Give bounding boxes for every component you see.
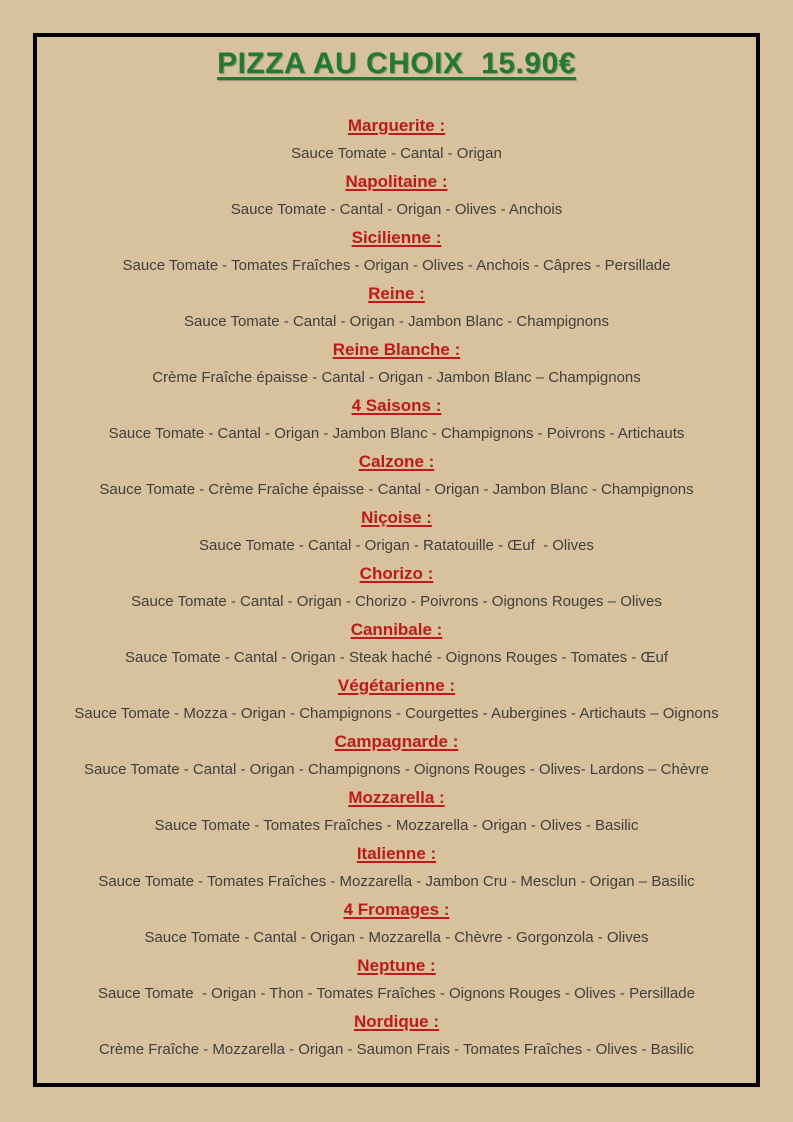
item-name: Mozzarella : — [348, 788, 445, 807]
menu-item — [37, 224, 756, 280]
menu-item — [37, 280, 756, 336]
item-name: Napolitaine : — [345, 172, 448, 191]
item-ingredients: Sauce Tomate - Cantal - Origan - Olives - Anchois — [230, 201, 563, 218]
menu-item-list — [37, 112, 756, 1064]
item-ingredients: Sauce Tomate - Cantal - Origan - Chorizo - Poivrons - Oignons Rouges – Olives — [131, 593, 662, 610]
item-ingredients: Sauce Tomate - Cantal - Origan - Steak haché - Oignons Rouges - Tomates - Œuf — [124, 649, 669, 666]
item-ingredients: Sauce Tomate - Tomates Fraîches - Mozzarella - Origan - Olives - Basilic — [154, 817, 639, 834]
item-ingredients: Sauce Tomate - Tomates Fraîches - Mozzarella - Jambon Cru - Mesclun - Origan – Basilic — [98, 873, 695, 890]
item-name: Marguerite : — [347, 116, 446, 135]
item-ingredients: Sauce Tomate - Tomates Fraîches - Origan - Olives - Anchois - Câpres - Persillade — [122, 257, 671, 274]
item-ingredients: Sauce Tomate - Mozza - Origan - Champignons - Courgettes - Aubergines - Artichauts – Oignons — [74, 705, 719, 722]
item-ingredients: Sauce Tomate - Cantal - Origan - Jambon Blanc - Champignons - Poivrons - Artichauts — [108, 425, 685, 442]
item-ingredients: Sauce Tomate - Cantal - Origan - Jambon Blanc - Champignons — [184, 313, 609, 330]
item-name: Campagnarde : — [334, 732, 459, 751]
menu-item — [37, 896, 756, 952]
item-name: Reine Blanche : — [332, 340, 461, 359]
menu-item — [37, 168, 756, 224]
menu-item — [37, 728, 756, 784]
menu-item — [37, 840, 756, 896]
item-name: Chorizo : — [359, 564, 434, 583]
menu-item — [37, 1008, 756, 1064]
menu-item — [37, 336, 756, 392]
item-ingredients: Sauce Tomate - Cantal - Origan - Mozzarella - Chèvre - Gorgonzola - Olives — [144, 929, 649, 946]
item-name: Niçoise : — [361, 508, 432, 527]
menu-item — [37, 504, 756, 560]
item-ingredients: Sauce Tomate - Crème Fraîche épaisse - Cantal - Origan - Jambon Blanc - Champignons — [99, 481, 694, 498]
item-ingredients: Sauce Tomate - Cantal - Origan - Ratatouille - Œuf - Olives — [199, 537, 594, 554]
item-name: Italienne : — [356, 844, 437, 863]
menu-item — [37, 784, 756, 840]
item-ingredients: Sauce Tomate - Cantal - Origan - Champignons - Oignons Rouges - Olives- Lardons – Chèvre — [83, 761, 710, 778]
menu-item — [37, 448, 756, 504]
item-name: 4 Saisons : — [351, 396, 442, 415]
item-name: 4 Fromages : — [343, 900, 450, 919]
item-name: Neptune : — [357, 956, 436, 975]
item-name: Nordique : — [354, 1012, 439, 1031]
menu-item — [37, 112, 756, 168]
item-ingredients: Crème Fraîche - Mozzarella - Origan - Saumon Frais - Tomates Fraîches - Olives - Basilic — [99, 1041, 694, 1058]
item-name: Végétarienne : — [337, 676, 456, 695]
item-ingredients: Sauce Tomate - Cantal - Origan — [291, 145, 502, 162]
page-title: PIZZA AU CHOIX 15.90€ — [217, 47, 576, 80]
menu-item — [37, 672, 756, 728]
menu-item — [37, 952, 756, 1008]
item-ingredients: Crème Fraîche épaisse - Cantal - Origan - Jambon Blanc – Champignons — [152, 369, 641, 386]
menu-item — [37, 392, 756, 448]
item-name: Cannibale : — [350, 620, 443, 639]
item-name: Calzone : — [358, 452, 435, 471]
item-ingredients: Sauce Tomate - Origan - Thon - Tomates Fraîches - Oignons Rouges - Olives - Persillade — [98, 985, 695, 1002]
menu-item — [37, 616, 756, 672]
menu-item — [37, 560, 756, 616]
menu-page-border — [33, 33, 760, 1087]
item-name: Reine : — [368, 284, 425, 303]
item-name: Sicilienne : — [351, 228, 442, 247]
